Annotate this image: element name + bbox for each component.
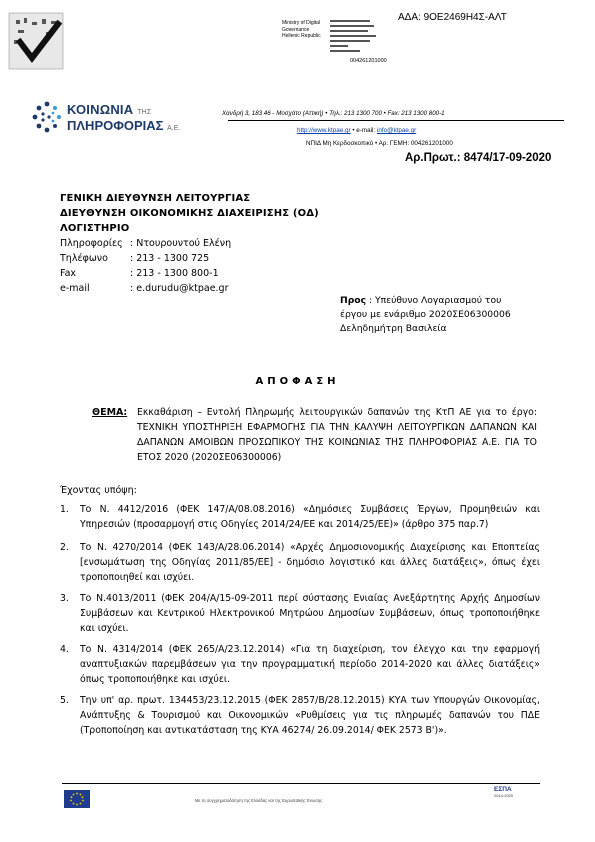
email-link[interactable]: info@ktpae.gr — [376, 127, 417, 134]
recipient-block: Προς : Υπεύθυνο Λογαριασμού του έργου με ενάριθμο 2020ΣΕ06300006 Δεληδημήτρη Βασιλεία — [340, 295, 511, 334]
protocol-number: Αρ.Πρωτ.: 8474/17-09-2020 — [405, 152, 552, 164]
recipient-label: Προς — [340, 295, 367, 306]
department-line-1: ΓΕΝΙΚΗ ΔΙΕΥΘΥΝΣΗ ΛΕΙΤΟΥΡΓΙΑΣ — [60, 193, 251, 204]
cofunding-note: Με τη συγχρηματοδότηση της Ελλάδας και της Ευρωπαϊκής Ένωσης — [195, 798, 323, 803]
espa-logo: ΕΣΠΑ 2014-2020 — [494, 786, 514, 798]
decision-title: ΑΠΟΦΑΣΗ — [255, 376, 340, 387]
info-label-fax: Fax — [60, 268, 77, 279]
info-value-contact: : Ντουρουντού Ελένη — [130, 238, 232, 249]
list-item: 2. Το Ν. 4270/2014 (ΦΕΚ 143/Α/28.06.2014) «Αρχές Δημοσιονομικής Διαχείρισης και Εποπτείας [ενσωμάτωση της Οδηγίας 2011/85/ΕΕ] - δημόσιο λογιστικό και άλλες διατάξεις», όπως έχει τροποποιηθεί και ισχύει. — [60, 542, 540, 583]
recipient-line-3: Δεληδημήτρη Βασιλεία — [340, 323, 447, 334]
ada-code: ΑΔΑ: 9ΟΕ2469Η4Σ-ΑΛΤ — [398, 12, 507, 23]
info-value-phone: : 213 - 1300 725 — [130, 253, 210, 264]
info-label-phone: Τηλέφωνο — [60, 253, 108, 264]
website-link[interactable]: http://www.ktpae.gr — [297, 127, 351, 134]
digital-signature-stamp — [6, 10, 66, 72]
department-line-2: ΔΙΕΥΘΥΝΣΗ ΟΙΚΟΝΟΜΙΚΗΣ ΔΙΑΧΕΙΡΙΣΗΣ (ΟΔ) — [60, 208, 319, 219]
list-item: 4. Το Ν. 4314/2014 (ΦΕΚ 265/Α/23.12.2014) «Για τη διαχείριση, τον έλεγχο και την εφαρμογή αναπτυξιακών παρεμβάσεων για την προγραμματική περίοδο 2014-2020 και άλλες διατάξεις» όπως τροποποιήθηκε και ισχύει. — [60, 644, 540, 685]
logo-text-line1: ΚΟΙΝΩΝΙΑ ΤΗΣ — [67, 102, 152, 117]
preamble: Έχοντας υπόψη: — [60, 485, 137, 496]
eu-flag-icon — [64, 790, 90, 808]
recipient-line-2: έργου με ενάριθμο 2020ΣΕ06300006 — [340, 309, 511, 320]
contact-web: http://www.ktpae.gr • e-mail: info@ktpae.gr — [297, 127, 417, 134]
info-value-email: : e.durudu@ktpae.gr — [130, 283, 229, 294]
ministry-detail-text — [330, 20, 400, 56]
info-value-fax: : 213 - 1300 800-1 — [130, 268, 219, 279]
info-label-contact: Πληροφορίες — [60, 238, 123, 249]
gemi-number: 004261201000 — [350, 58, 387, 64]
list-item: 3. Το Ν.4013/2011 (ΦΕΚ 204/Α/15-09-2011 περί σύστασης Ενιαίας Ανεξάρτητης Αρχής Δημοσίων Συμβάσεων και Κεντρικού Ηλεκτρονικού Μητρώου Δημοσίων Συμβάσεων, όπως τροποποιήθηκε και ισχύει. — [60, 593, 540, 634]
legal-status: ΝΠΙΔ Μη Κερδοσκοπικό • Αρ. ΓΕΜΗ: 004261201000 — [306, 140, 453, 147]
department-line-3: ΛΟΓΙΣΤΗΡΙΟ — [60, 223, 130, 234]
subject-text: Εκκαθάριση – Εντολή Πληρωμής λειτουργικών δαπανών της ΚτΠ ΑΕ για το έργο: ΤΕΧΝΙΚΗ ΥΠΟΣΤΗΡΙΞΗ ΕΦΑΡΜΟΓΗΣ ΓΙΑ ΤΗΝ ΚΑΛΥΨΗ ΛΕΙΤΟΥΡΓΙΚΩΝ ΔΑΠΑΝΩΝ ΚΑΙ ΔΑΠΑΝΩΝ ΑΜΟΙΒΩΝ ΠΡΟΣΩΠΙΚΟΥ ΤΗΣ ΚΟΙΝΩΝΙΑΣ ΤΗΣ ΠΛΗΡΟΦΟΡΙΑΣ Α.Ε. ΓΙΑ ΤΟ ΕΤΟΣ 2020 (2020ΣΕ06300006) — [137, 407, 537, 463]
company-logo-icon — [30, 100, 64, 134]
header-divider — [228, 120, 564, 121]
company-address: Χανδρή 3, 183 46 - Μοσχάτο (Αττική) • Τηλ.: 213 1300 700 • Fax: 213 1300 800-1 — [222, 110, 445, 117]
list-item: 1. Το Ν. 4412/2016 (ΦΕΚ 147/Α/08.08.2016) «Δημόσιες Συμβάσεις Έργων, Προμηθειών και Υπηρεσιών (προσαρμογή στις Οδηγίες 2014/24/ΕΕ και 2014/25/ΕΕ)» (άρθρο 375 παρ.7) — [60, 504, 540, 530]
info-label-email: e-mail — [60, 283, 90, 294]
footer-divider — [62, 783, 540, 784]
subject-label: ΘΕΜΑ: — [92, 407, 128, 418]
ministry-name: Ministry of Digital Governance Hellenic Republic — [282, 20, 321, 39]
list-item: 5. Την υπ' αρ. πρωτ. 134453/23.12.2015 (ΦΕΚ 2857/Β/28.12.2015) ΚΥΑ των Υπουργών Οικονομίας, Ανάπτυξης & Τουρισμού και Οικονομικών «Ρυθμίσεις για τις πληρωμές δαπανών του ΠΔΕ (Τροποποίηση και αντικατάσταση της ΚΥΑ 46274/ 26.09.2014/ ΦΕΚ 2573 Β')». — [60, 695, 540, 736]
logo-text-line2: ΠΛΗΡΟΦΟΡΙΑΣ Α.Ε. — [67, 118, 181, 133]
